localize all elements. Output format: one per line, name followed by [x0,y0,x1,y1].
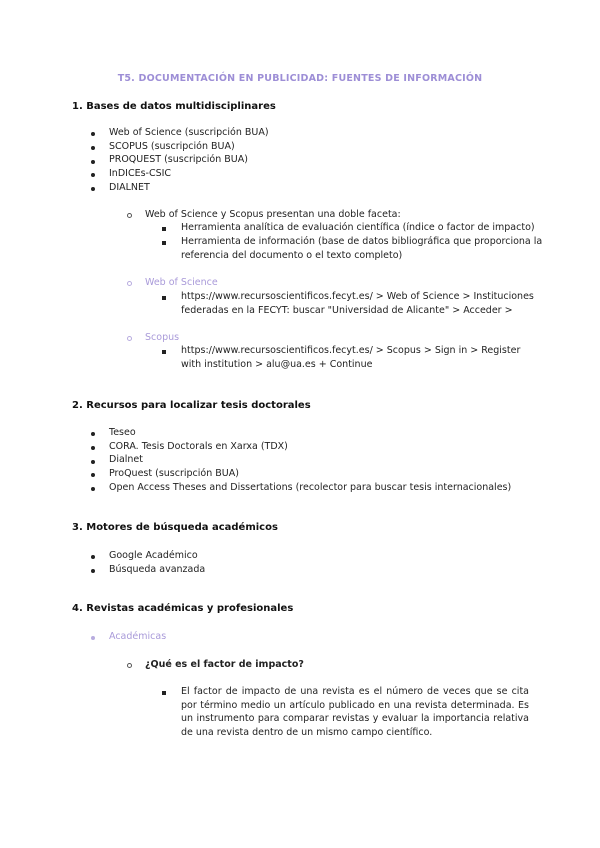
wos-instruction-line: federadas en la FECYT: buscar "Universidad de Alicante" > Acceder > [181,305,513,316]
square-bullet-icon [162,241,166,245]
list-item: InDICEs-CSIC [109,168,172,179]
list-item: Teseo [109,427,136,438]
sub-bullet-icon [127,336,132,341]
bullet-icon [91,160,95,164]
list-item: Google Académico [109,550,198,561]
wos-instruction-line: https://www.recursoscientificos.fecyt.es/ > Web of Science > Instituciones [181,291,534,302]
sub-bullet-icon [127,663,132,668]
square-bullet-icon [162,227,166,231]
square-bullet-icon [162,691,166,695]
list-item: SCOPUS (suscripción BUA) [109,141,235,152]
bullet-icon [91,555,95,559]
list-item: PROQUEST (suscripción BUA) [109,154,248,165]
bullet-icon [91,487,95,491]
list-item: DIALNET [109,182,150,193]
list-item: Dialnet [109,454,144,465]
facet-item-line: referencia del documento o el texto completo) [181,250,403,261]
list-item: ProQuest (suscripción BUA) [109,468,239,479]
square-bullet-icon [162,350,166,354]
facet-item: Herramienta analítica de evaluación científica (índice o factor de impacto) [181,222,535,233]
facet-item-line: Herramienta de información (base de datos bibliográfica que proporciona la [181,236,543,247]
section-4-heading: 4. Revistas académicas y profesionales [72,603,294,614]
bullet-icon [91,432,95,436]
scopus-instruction-line: with institution > alu@ua.es + Continue [181,359,373,370]
list-item: Búsqueda avanzada [109,564,206,575]
bullet-icon [91,569,95,573]
bullet-icon [91,187,95,191]
list-item: Web of Science (suscripción BUA) [109,127,269,138]
bullet-icon [91,636,95,640]
bullet-icon [91,473,95,477]
list-item: Open Access Theses and Dissertations (recolector para buscar tesis internacionales) [109,482,512,493]
bullet-icon [91,460,95,464]
bullet-icon [91,146,95,150]
sub-bullet-icon [127,281,132,286]
section-2-heading: 2. Recursos para localizar tesis doctorales [72,400,311,411]
sub-list-item: Web of Science y Scopus presentan una doble faceta: [145,209,401,220]
bullet-icon [91,132,95,136]
scopus-instruction-line: https://www.recursoscientificos.fecyt.es/ > Scopus > Sign in > Register [181,345,521,356]
bullet-icon [91,173,95,177]
section-3-heading: 3. Motores de búsqueda académicos [72,522,278,533]
bullet-icon [91,446,95,450]
scopus-link[interactable]: Scopus [145,332,180,343]
academicas-link[interactable]: Académicas [109,631,167,642]
document-title: T5. DOCUMENTACIÓN EN PUBLICIDAD: FUENTES DE INFORMACIÓN [117,73,483,84]
list-item: CORA. Tesis Doctorals en Xarxa (TDX) [109,441,288,452]
question-heading: ¿Qué es el factor de impacto? [145,659,304,670]
section-1-heading: 1. Bases de datos multidisciplinares [72,101,276,112]
sub-bullet-icon [127,213,132,218]
square-bullet-icon [162,296,166,300]
wos-link[interactable]: Web of Science [145,277,218,288]
impact-factor-definition: El factor de impacto de una revista es el número de veces que se cita por término medio un artículo publicado en una revista determinada. Es un instrumento para comparar revistas y evaluar la importancia relativa de una revista dentro de un mismo campo científico. [181,686,529,738]
